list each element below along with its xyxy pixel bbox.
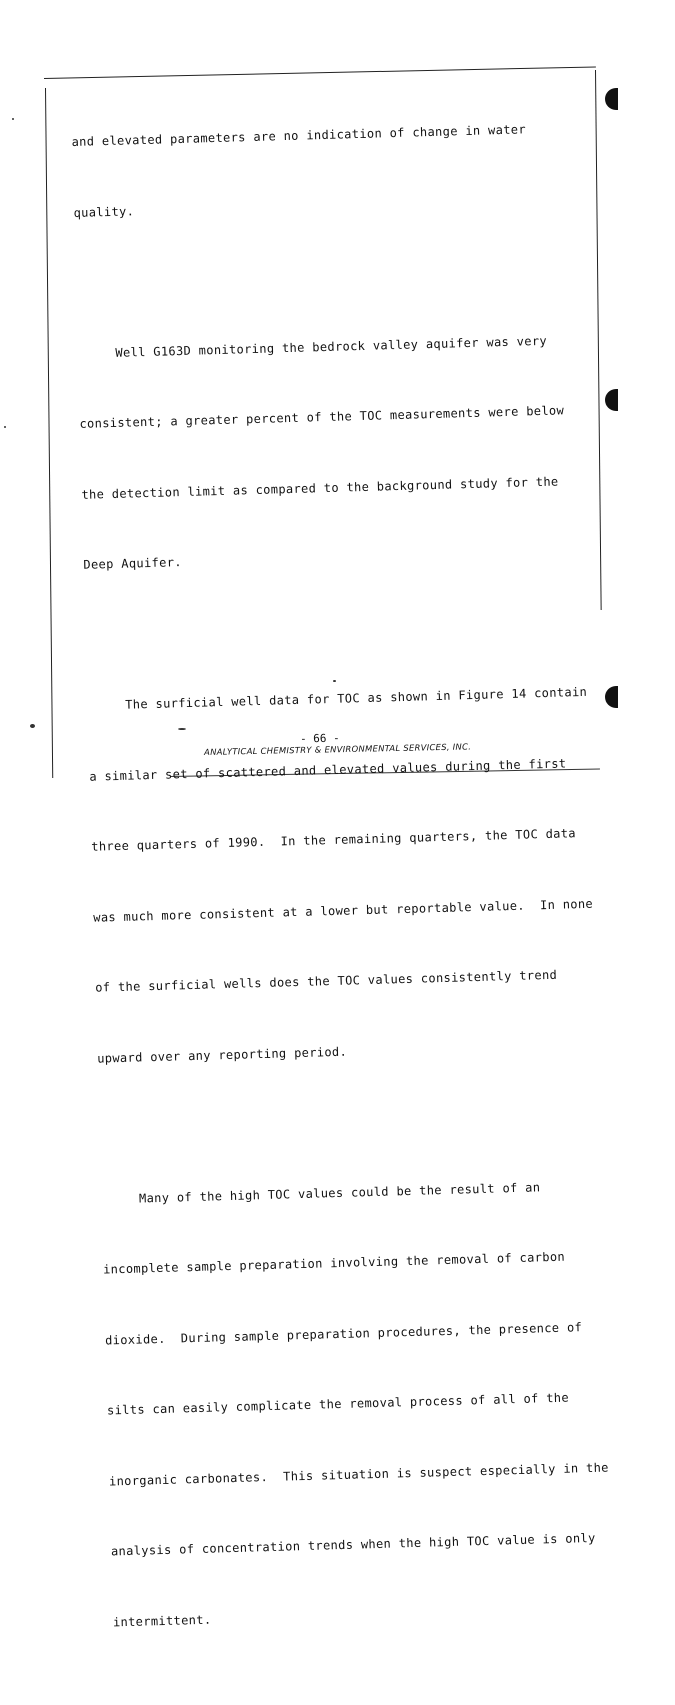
text-line: intermittent. [112, 1612, 212, 1629]
text-line: the detection limit as compared to the background study for the [81, 474, 559, 502]
text-line: dioxide. During sample preparation procedures, the presence of [104, 1319, 583, 1348]
paragraph-2 [76, 280, 645, 625]
text-line: The surficial well data for TOC as shown in Figure 14 contain [87, 684, 588, 713]
text-line: of the surficial wells does the TOC values consistently trend [95, 967, 558, 995]
scan-speck [12, 118, 14, 120]
page-number: - 66 - [299, 731, 340, 746]
text-line: analysis of concentration trends when the high TOC value is only [110, 1530, 596, 1559]
text-line: Deep Aquifer. [83, 555, 183, 572]
text-line: quality. [73, 203, 135, 220]
text-line: and elevated parameters are no indication of change in water [71, 122, 527, 149]
text-line: Well G163D monitoring the bedrock valley aquifer was very [77, 333, 548, 361]
text-line: Many of the high TOC values could be the result of an [100, 1179, 541, 1207]
text-line: a similar set of scattered and elevated values during the first [89, 755, 567, 784]
text-line: inorganic carbonates. This situation is suspect especially in the [108, 1459, 609, 1488]
page-border-left [45, 88, 53, 778]
text-line: silts can easily complicate the removal process of all of the [106, 1390, 570, 1418]
scan-speck [4, 426, 6, 428]
scan-speck [30, 724, 35, 728]
text-line: incomplete sample preparation involving the removal of carbon [102, 1249, 566, 1277]
paragraph-1 [70, 68, 635, 272]
paragraph-4 [100, 1125, 675, 1681]
company-footer: ANALYTICAL CHEMISTRY & ENVIRONMENTAL SERVICES, INC. [204, 741, 472, 757]
paragraph-3 [86, 632, 659, 1117]
text-line: three quarters of 1990. In the remaining quarters, the TOC data [91, 826, 577, 854]
text-line: upward over any reporting period. [97, 1044, 348, 1066]
text-line: was much more consistent at a lower but reportable value. In none [93, 896, 594, 925]
document-body [70, 68, 675, 1705]
text-line: consistent; a greater percent of the TOC measurements were below [79, 403, 565, 431]
